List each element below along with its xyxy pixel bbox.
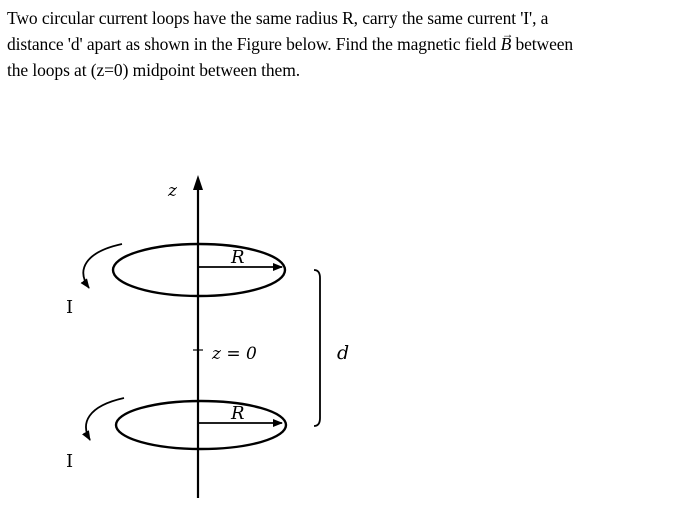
z-axis-label: z: [168, 181, 177, 201]
b-vector-symbol: → B: [501, 34, 512, 54]
midpoint-label: z = 0: [212, 344, 257, 364]
top-radius-label: R: [231, 247, 245, 268]
top-current-arc: [83, 244, 122, 288]
distance-label: d: [337, 342, 350, 364]
bottom-loop: [116, 401, 286, 449]
bottom-radius-label: R: [231, 403, 245, 424]
problem-line-2-end: between: [511, 34, 574, 54]
bottom-current-label: I: [66, 451, 74, 472]
top-current-label: I: [66, 297, 74, 318]
problem-line-3: the loops at (z=0) midpoint between them.: [7, 60, 300, 80]
problem-line-1: Two circular current loops have the same radius R, carry the same current 'I', a: [7, 8, 549, 28]
z-axis-arrow-icon: [193, 175, 203, 190]
problem-line-2-text: distance 'd' apart as shown in the Figure below. Find the magnetic field: [7, 34, 501, 54]
distance-bracket: [314, 270, 320, 426]
